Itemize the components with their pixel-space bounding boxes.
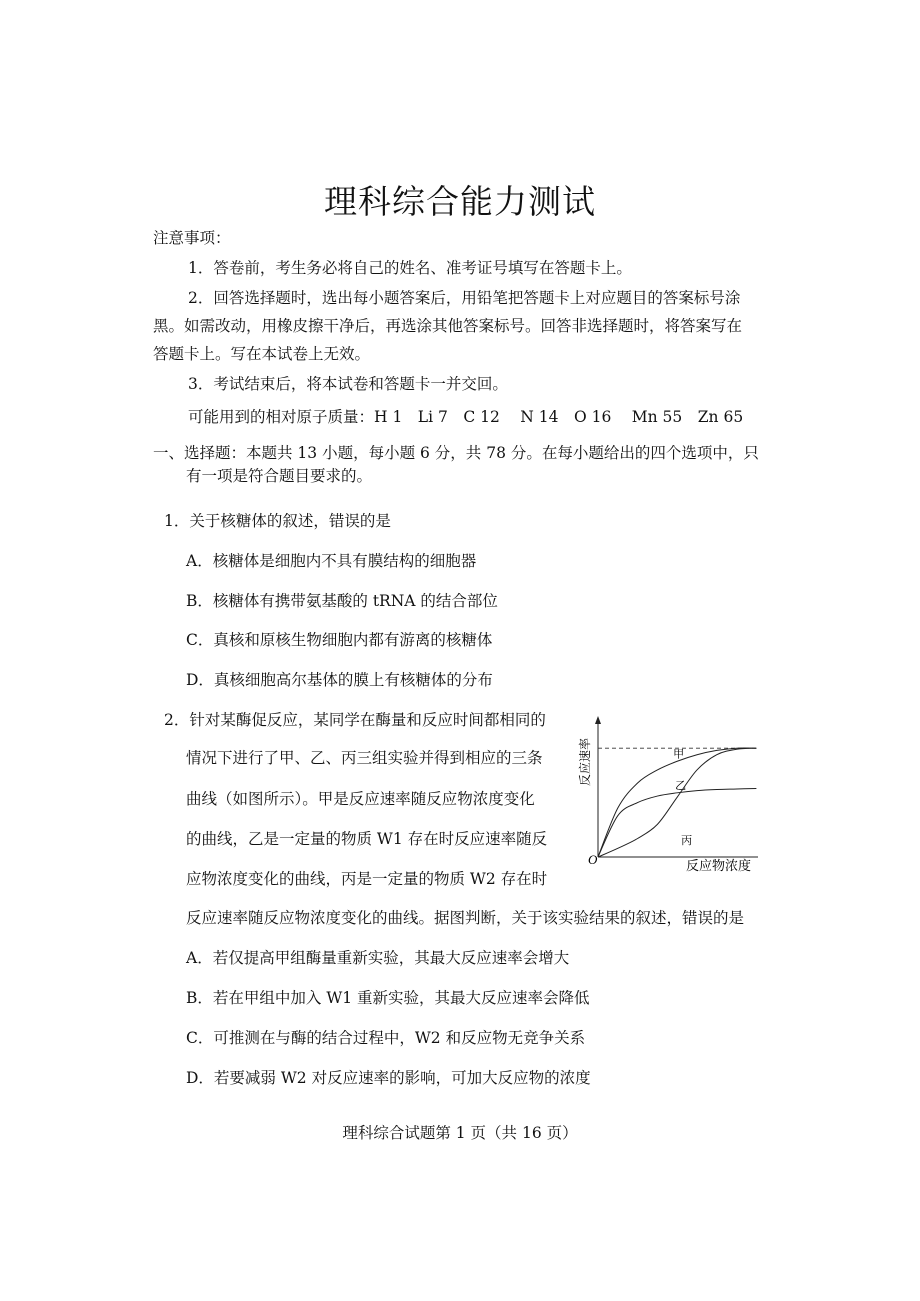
curve-series-3 xyxy=(598,748,756,857)
notice-item-3: 3．考试结束后，将本试卷和答题卡一并交回。 xyxy=(188,375,508,393)
x-axis-label: 反应物浓度 xyxy=(686,859,752,874)
curve-series-1 xyxy=(598,748,756,857)
q1-option-a: A．核糖体是细胞内不具有膜结构的细胞器 xyxy=(186,552,477,570)
reaction-rate-chart xyxy=(578,712,766,880)
series-label-1: 甲 xyxy=(673,747,685,761)
q2-stem-line-3: 曲线（如图所示）。甲是反应速率随反应物浓度变化 xyxy=(186,790,535,808)
section-heading-cont: 有一项是符合题目要求的。 xyxy=(186,467,373,485)
atomic-mass-line: 可能用到的相对原子质量：H 1 Li 7 C 12 N 14 O 16 Mn 55 Zn 65 xyxy=(188,408,744,426)
q2-option-b: B．若在甲组中加入 W1 重新实验，其最大反应速率会降低 xyxy=(186,989,590,1007)
q2-option-a: A．若仅提高甲组酶量重新实验，其最大反应速率会增大 xyxy=(186,949,570,967)
page-footer: 理科综合试题第 1 页（共 16 页） xyxy=(342,1124,578,1142)
series-label-3: 丙 xyxy=(681,833,693,847)
notice-heading: 注意事项： xyxy=(153,229,231,247)
origin-label: O xyxy=(588,852,598,867)
notice-item-1: 1．答卷前，考生务必将自己的姓名、准考证号填写在答题卡上。 xyxy=(188,259,632,277)
q2-stem-line-6: 反应速率随反应物浓度变化的曲线。据图判断，关于该实验结果的叙述，错误的是 xyxy=(186,909,745,927)
q2-stem-line-1: 2．针对某酶促反应，某同学在酶量和反应时间都相同的 xyxy=(164,711,546,729)
q2-stem-line-2: 情况下进行了甲、乙、丙三组实验并得到相应的三条 xyxy=(186,749,543,767)
y-axis-label: 反应速率 xyxy=(578,737,592,786)
q1-option-b: B．核糖体有携带氨基酸的 tRNA 的结合部位 xyxy=(186,592,498,610)
q2-option-c: C．可推测在与酶的结合过程中，W2 和反应物无竞争关系 xyxy=(186,1029,586,1047)
q2-stem-line-4: 的曲线，乙是一定量的物质 W1 存在时反应速率随反 xyxy=(186,830,548,848)
notice-item-2-cont-2: 答题卡上。写在本试卷上无效。 xyxy=(153,345,371,363)
q1-stem: 1．关于核糖体的叙述，错误的是 xyxy=(164,512,391,530)
q2-option-d: D．若要减弱 W2 对反应速率的影响，可加大反应物的浓度 xyxy=(186,1069,591,1087)
series-label-2: 乙 xyxy=(675,778,687,792)
q1-option-d: D．真核细胞高尔基体的膜上有核糖体的分布 xyxy=(186,671,493,689)
q1-option-c: C．真核和原核生物细胞内都有游离的核糖体 xyxy=(186,631,493,649)
q2-stem-line-5: 应物浓度变化的曲线，丙是一定量的物质 W2 存在时 xyxy=(186,870,548,888)
page-title: 理科综合能力测试 xyxy=(324,182,596,221)
notice-item-2: 2．回答选择题时，选出每小题答案后，用铅笔把答题卡上对应题目的答案标号涂 xyxy=(188,289,741,307)
notice-item-2-cont-1: 黑。如需改动，用橡皮擦干净后，再选涂其他答案标号。回答非选择题时，将答案写在 xyxy=(153,317,743,335)
y-axis-arrow xyxy=(595,716,601,724)
section-heading: 一、选择题：本题共 13 小题，每小题 6 分，共 78 分。在每小题给出的四个选项中，只 xyxy=(153,444,759,462)
